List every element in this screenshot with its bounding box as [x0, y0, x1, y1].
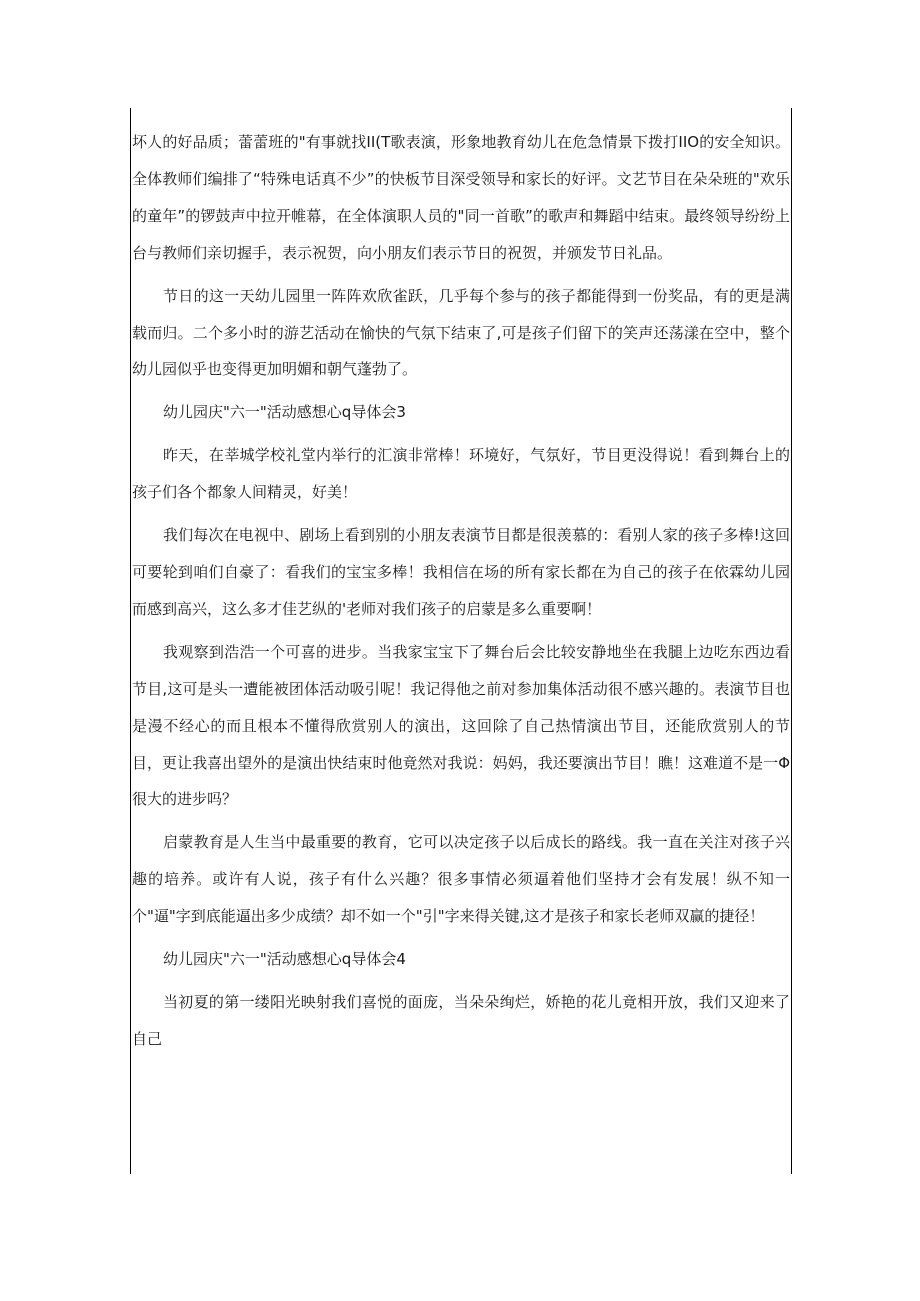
paragraph: 节日的这一天幼儿园里一阵阵欢欣雀跃，几乎每个参与的孩子都能得到一份奖品，有的更是满载而归。二个多小时的游艺活动在愉快的气氛下结束了,可是孩子们留下的笑声还荡漾在空中，整个幼儿园似乎也变得更加明媚和朝气蓬勃了。: [132, 286, 790, 379]
left-border-line: [130, 108, 131, 1174]
section-heading: 幼儿园庆"六一"活动感想心q导体会3: [163, 403, 406, 422]
paragraph: 我观察到浩浩一个可喜的进步。当我家宝宝下了舞台后会比较安静地坐在我腿上边吃东西边看节目,这可是头一遭能被团体活动吸引呢！我记得他之前对参加集体活动很不感兴趣的。表演节目也是漫不经心的而且根本不懂得欣赏别人的演出，这回除了自己热情演出节目，还能欣赏别人的节目，更让我喜出望外的是演出快结束时他竟然对我说：妈妈，我还要演出节目！瞧！这难道不是一Φ很大的进步吗？: [132, 642, 790, 809]
paragraph-continued: 坏人的好品质；蕾蕾班的"有事就找II(T歌表演，形象地教育幼儿在危急情景下拨打IIO的安全知识。全体教师们编排了“特殊电话真不少”的快板节目深受领导和家长的好评。文艺节目在朵朵班的"欢乐的童年”的锣鼓声中拉开帷幕，在全体演职人员的"同一首歌”的歌声和舞蹈中结束。最终领导纷纷上台与教师们亲切握手，表示祝贺，向小朋友们表示节日的祝贺，并颁发节日礼品。: [132, 133, 790, 262]
paragraph: 昨天，在莘城学校礼堂内举行的汇演非常棒！环境好，气氛好，节目更没得说！看到舞台上的孩子们各个都象人间精灵，好美！: [132, 446, 790, 502]
paragraph: 启蒙教育是人生当中最重要的教育，它可以决定孩子以后成长的路线。我一直在关注对孩子兴趣的培养。或许有人说，孩子有什么兴趣？很多事情必须逼着他们坚持才会有发展！纵不知一个"逼"字到底能逼出多少成绩？却不如一个"引"字来得关键,这才是孩子和家长老师双赢的捷径！: [132, 833, 790, 926]
paragraph: 我们每次在电视中、剧场上看到别的小朋友表演节目都是很羡慕的：看别人家的孩子多棒!这回可要轮到咱们自豪了：看我们的宝宝多棒！我相信在场的所有家长都在为自己的孩子在依霖幼儿园而感到高兴，这么多才佳艺纵的'老师对我们孩子的启蒙是多么重要啊！: [132, 526, 790, 618]
paragraph: 当初夏的第一缕阳光映射我们喜悦的面庞，当朵朵绚烂，娇艳的花儿竟相开放，我们又迎来了自己: [132, 992, 790, 1048]
document-body: [132, 124, 790, 1058]
section-heading: 幼儿园庆"六一"活动感想心q导体会4: [163, 950, 406, 969]
right-border-line: [791, 108, 792, 1174]
